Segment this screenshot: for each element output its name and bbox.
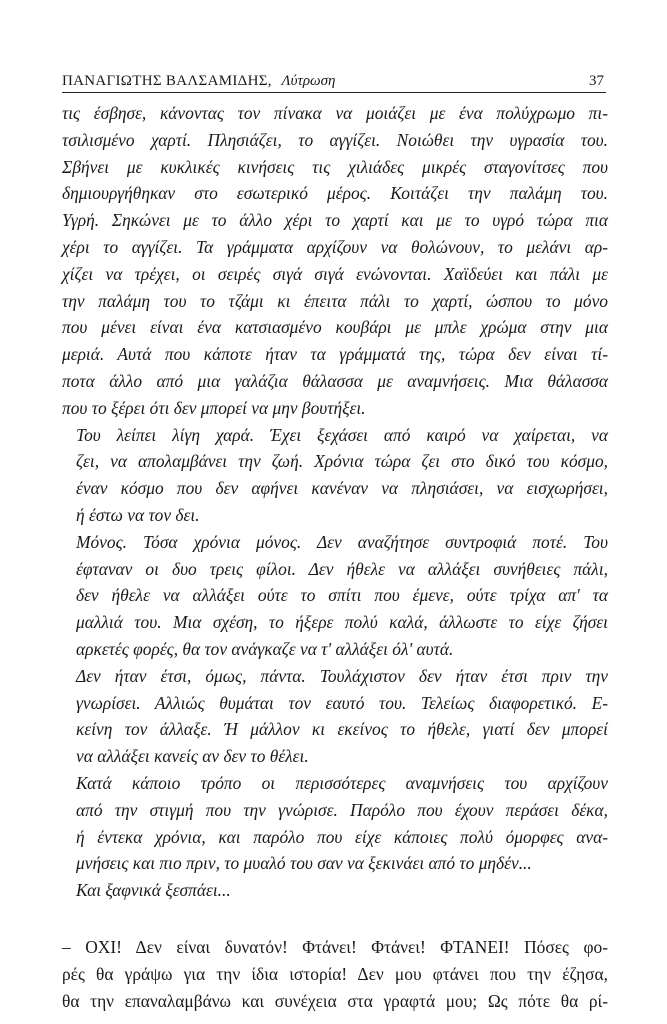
text-line: ποτα άλλο από μια γαλάζια θάλασσα με αναμνήσεις. Μια θάλασσα	[62, 370, 608, 391]
text-line: μεριά. Αυτά που κάποτε ήταν τα γράμματά της, τώρα δεν είναι τί-	[62, 344, 608, 365]
text-line: Κατά κάποιο τρόπο οι περισσότερες αναμνήσεις του αρχίζουν	[76, 772, 608, 793]
text-line: Του λείπει λίγη χαρά. Έχει ξεχάσει από καιρό να χαίρεται, να	[76, 424, 608, 445]
book-title: Λύτρωση	[281, 73, 336, 89]
text-line: δημιουργήθηκαν στο εσωτερικό μέρος. Κοιτάζει την παλάμη του.	[62, 183, 608, 204]
text-line: από την στιγμή που την γνώρισε. Παρόλο που έχουν περάσει δέκα,	[76, 799, 608, 820]
text-line: γνωρίσει. Αλλιώς θυμάται τον εαυτό του. Τελείως διαφορετικό. Ε-	[76, 692, 608, 713]
paragraph	[62, 529, 608, 663]
text-line: χέρι το αγγίζει. Τα γράμματα αρχίζουν να θολώνουν, το μελάνι αρ-	[62, 236, 608, 257]
text-line: τσιλισμένο χαρτί. Πλησιάζει, το αγγίζει. Νοιώθει την υγρασία του.	[62, 129, 608, 150]
author-name: ΠΑΝΑΓΙΩΤΗΣ ΒΑΛΣΑΜΙΔΗΣ,	[62, 73, 272, 89]
text-line: έναν κόσμο που δεν αφήνει κανέναν να πλησιάσει, να εισχωρήσει,	[76, 478, 608, 499]
text-line: τις έσβησε, κάνοντας τον πίνακα να μοιάζει με ένα πολύχρωμο πι-	[62, 103, 608, 123]
text-line: ζει, να απολαμβάνει την ζωή. Χρόνια τώρα ζει στο δικό του κόσμο,	[76, 451, 608, 472]
text-line: ή έστω να τον δει.	[76, 504, 200, 525]
paragraph	[62, 422, 608, 529]
paragraph	[62, 770, 608, 877]
text-line: ή έντεκα χρόνια, και παρόλο που είχε κάποιες πολύ όμορφες ανα-	[76, 826, 608, 847]
body-text	[62, 100, 608, 1014]
text-line: Υγρή. Σηκώνει με το άλλο χέρι το χαρτί και με το υγρό τώρα πια	[62, 210, 608, 231]
page-number: 37	[589, 73, 604, 89]
text-line: που το ξέρει ότι δεν μπορεί να μην βουτήξει.	[62, 397, 366, 418]
running-head	[62, 70, 606, 93]
text-line: την παλάμη του το τζάμι κι έπειτα πάλι το χαρτί, ώσπου το μόνο	[62, 290, 608, 311]
text-line: Και ξαφνικά ξεσπάει...	[76, 880, 231, 901]
text-line: – ΟΧΙ! Δεν είναι δυνατόν! Φτάνει! Φτάνει! ΦΤΑΝΕΙ! Πόσες φο-	[62, 936, 608, 957]
text-line: δεν ήθελε να αλλάξει ούτε το σπίτι που έμενε, ούτε τρίχα απ' τα	[76, 585, 608, 606]
paragraph	[62, 100, 608, 422]
text-line: που μένει είναι ένα κατσιασμένο κουβάρι με μπλε χρώμα στην μια	[62, 317, 608, 338]
text-line: αρκετές φορές, θα τον ανάγκαζε να τ' αλλάξει όλ' αυτά.	[76, 638, 454, 659]
text-line: Μόνος. Τόσα χρόνια μόνος. Δεν αναζήτησε συντροφιά ποτέ. Του	[76, 531, 608, 552]
text-line: θα την επαναλαμβάνω και συνέχεια στα γραφτά μου; Ως πότε θα ρί-	[62, 990, 608, 1011]
text-line: Δεν ήταν έτσι, όμως, πάντα. Τουλάχιστον δεν ήταν έτσι πριν την	[76, 665, 608, 686]
text-line: ρές θα γράψω για την ίδια ιστορία! Δεν μου φτάνει που την έζησα,	[62, 963, 608, 984]
section-gap	[62, 904, 608, 934]
paragraph	[62, 663, 608, 770]
text-line: μαλλιά του. Μια σχέση, το ήξερε πολύ καλά, άλλωστε το είχε ζήσει	[76, 612, 608, 633]
paragraph	[62, 877, 608, 904]
text-line: Σβήνει με κυκλικές κινήσεις τις χιλιάδες μικρές σταγονίτσες που	[62, 156, 608, 177]
text-line: να αλλάξει κανείς αν δεν το θέλει.	[76, 746, 309, 767]
text-line: έφταναν οι δυο τρεις φίλοι. Δεν ήθελε να αλλάξει συνήθειες πάλι,	[76, 558, 608, 579]
text-line: μνήσεις και πιο πριν, το μυαλό του σαν να ξεκινάει από το μηδέν...	[76, 853, 532, 874]
text-line: κείνη τον άλλαξε. Ή μάλλον κι εκείνος το ήθελε, γιατί δεν μπορεί	[76, 719, 608, 740]
dialogue-paragraph	[62, 934, 608, 1014]
text-line: χίζει να τρέχει, οι σειρές σιγά σιγά ενώνονται. Χαϊδεύει και πάλι με	[62, 263, 608, 284]
